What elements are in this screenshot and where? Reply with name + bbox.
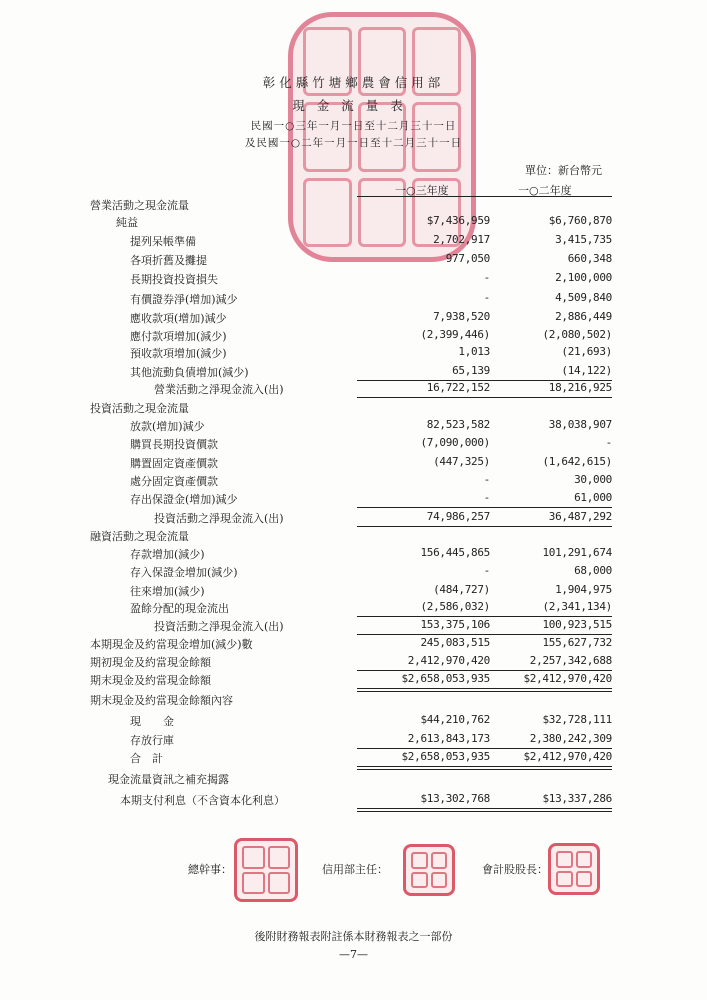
row-value-2013: 4,509,840: [555, 291, 612, 304]
supplement-double-rule-2a: [481, 808, 612, 809]
unit-label: 單位：新台幣元: [525, 164, 602, 177]
row-rule: [481, 616, 612, 617]
signature-label-credit-director: 信用部主任：: [322, 863, 388, 876]
row-label: 有價證券淨(增加)減少: [130, 293, 238, 306]
row-value-2013: 660,348: [567, 252, 612, 265]
org-name: 彰化縣竹塘鄉農會信用部: [262, 75, 445, 90]
row-value-2014: -: [483, 491, 490, 504]
row-rule: [481, 688, 612, 689]
row-rule-double: [481, 769, 612, 770]
supplement-value-2013: $13,337,286: [542, 792, 612, 805]
row-value-2013: 30,000: [574, 473, 612, 486]
row-label: 提列呆帳準備: [130, 235, 196, 248]
row-value-2014: 82,523,582: [426, 418, 490, 431]
row-value-2013: 2,380,242,309: [529, 732, 612, 745]
stamp-accounting-chief: [548, 843, 600, 895]
row-label: 融資活動之現金流量: [90, 530, 189, 543]
row-label: 長期投資投資損失: [130, 273, 218, 286]
row-value-2014: 74,986,257: [426, 510, 490, 523]
row-label: 預收款項增加(減少): [130, 347, 227, 360]
row-value-2013: (1,642,615): [542, 455, 612, 468]
row-label: 投資活動之淨現金流入(出): [154, 620, 284, 633]
row-value-2014: (7,090,000): [420, 436, 490, 449]
row-value-2013: 3,415,735: [555, 233, 612, 246]
row-rule: [357, 766, 490, 767]
row-label: 本期現金及約當現金增加(減少)數: [90, 638, 253, 651]
row-value-2014: $44,210,762: [420, 713, 490, 726]
header-rule-2: [481, 196, 612, 197]
row-rule: [357, 526, 490, 527]
row-value-2014: 977,050: [445, 252, 490, 265]
column-header-2013: 一○二年度: [518, 184, 572, 197]
supplement-double-rule-2b: [481, 811, 612, 812]
row-label: 往來增加(減少): [130, 585, 205, 598]
row-label: 存款增加(減少): [130, 548, 205, 561]
row-rule: [357, 634, 490, 635]
row-value-2014: -: [483, 271, 490, 284]
row-value-2013: (14,122): [561, 364, 612, 377]
row-label: 期末現金及約當現金餘額: [90, 674, 211, 687]
row-label: 各項折舊及攤提: [130, 254, 207, 267]
row-value-2014: -: [483, 473, 490, 486]
row-value-2014: 65,139: [452, 364, 490, 377]
row-value-2014: 156,445,865: [420, 546, 490, 559]
page-number: —7—: [339, 948, 368, 961]
row-value-2013: $2,412,970,420: [523, 672, 612, 685]
period-line-1: 民國一○三年一月一日至十二月三十一日: [250, 120, 457, 132]
row-label: 投資活動之淨現金流入(出): [154, 512, 284, 525]
row-label: 合 計: [130, 752, 163, 765]
row-value-2013: 2,257,342,688: [529, 654, 612, 667]
row-label: 購買長期投資價款: [130, 438, 218, 451]
row-value-2013: 2,100,000: [555, 271, 612, 284]
row-rule: [357, 670, 490, 671]
row-value-2014: 153,375,106: [420, 618, 490, 631]
row-value-2013: 18,216,925: [548, 381, 612, 394]
row-label: 存出保證金(增加)減少: [130, 493, 238, 506]
row-value-2013: $2,412,970,420: [523, 750, 612, 763]
supplement-double-rule-1b: [357, 811, 490, 812]
row-value-2013: 101,291,674: [542, 546, 612, 559]
row-value-2014: (484,727): [433, 583, 490, 596]
row-label: 期初現金及約當現金餘額: [90, 656, 211, 669]
row-label: 純益: [116, 216, 138, 229]
row-label: 其他流動負債增加(減少): [130, 366, 249, 379]
row-rule: [481, 526, 612, 527]
row-value-2013: 100,923,515: [542, 618, 612, 631]
row-value-2013: 1,904,975: [555, 583, 612, 596]
row-value-2014: 2,412,970,420: [407, 654, 490, 667]
row-label: 營業活動之淨現金流入(出): [154, 383, 284, 396]
row-label: 投資活動之現金流量: [90, 402, 189, 415]
row-value-2013: 155,627,732: [542, 636, 612, 649]
footer-note: 後附財務報表附註係本財務報表之一部份: [254, 930, 453, 943]
row-value-2014: $7,436,959: [426, 214, 490, 227]
row-label: 放款(增加)減少: [130, 420, 205, 433]
row-rule: [357, 748, 490, 749]
row-value-2013: (2,080,502): [542, 328, 612, 341]
signature-label-accounting-chief: 會計股股長：: [482, 863, 548, 876]
row-label: 盈餘分配的現金流出: [130, 602, 229, 615]
stamp-credit-director: [403, 844, 455, 896]
row-value-2014: (2,586,032): [420, 600, 490, 613]
row-rule: [481, 397, 612, 398]
row-value-2013: 68,000: [574, 564, 612, 577]
supplement-double-rule-1a: [357, 808, 490, 809]
row-value-2014: 2,702,917: [433, 233, 490, 246]
stamp-general-manager: [234, 838, 298, 902]
signature-label-general-manager: 總幹事：: [188, 863, 232, 876]
row-rule-double: [357, 769, 490, 770]
row-value-2014: $2,658,053,935: [401, 672, 490, 685]
row-value-2013: $32,728,111: [542, 713, 612, 726]
row-label: 購置固定資產價款: [130, 457, 218, 470]
row-rule: [357, 507, 490, 508]
row-label: 存入保證金增加(減少): [130, 566, 238, 579]
row-value-2014: 7,938,520: [433, 310, 490, 323]
row-rule: [481, 507, 612, 508]
row-label: 應付款項增加(減少): [130, 330, 227, 343]
row-value-2013: (2,341,134): [542, 600, 612, 613]
row-label: 處分固定資產價款: [130, 475, 218, 488]
row-label: 存放行庫: [130, 734, 174, 747]
row-value-2014: -: [483, 291, 490, 304]
row-rule: [481, 748, 612, 749]
row-label: 期末現金及約當現金餘額內容: [90, 694, 233, 707]
row-value-2014: (2,399,446): [420, 328, 490, 341]
row-value-2013: 2,886,449: [555, 310, 612, 323]
row-value-2013: 61,000: [574, 491, 612, 504]
supplement-value-2014: $13,302,768: [420, 792, 490, 805]
report-title: 現金流量表: [292, 98, 415, 113]
supplement-label: 本期支付利息（不含資本化利息）: [120, 794, 285, 807]
row-rule: [357, 688, 490, 689]
row-value-2014: 245,083,515: [420, 636, 490, 649]
row-label: 應收款項(增加)減少: [130, 312, 227, 325]
row-value-2014: 16,722,152: [426, 381, 490, 394]
row-rule-double: [481, 691, 612, 692]
column-header-2014: 一○三年度: [395, 184, 449, 197]
row-value-2013: -: [605, 436, 612, 449]
row-rule: [481, 766, 612, 767]
row-label: 現 金: [130, 715, 174, 728]
row-value-2014: $2,658,053,935: [401, 750, 490, 763]
row-value-2014: -: [483, 564, 490, 577]
row-rule: [357, 616, 490, 617]
row-value-2013: (21,693): [561, 345, 612, 358]
row-value-2014: 1,013: [458, 345, 490, 358]
row-rule: [481, 634, 612, 635]
row-rule: [481, 670, 612, 671]
row-value-2013: 38,038,907: [548, 418, 612, 431]
supplement-heading: 現金流量資訊之補充揭露: [108, 773, 229, 786]
row-label: 營業活動之現金流量: [90, 199, 189, 212]
row-value-2013: 36,487,292: [548, 510, 612, 523]
row-value-2014: 2,613,843,173: [407, 732, 490, 745]
row-rule: [357, 397, 490, 398]
row-rule-double: [357, 691, 490, 692]
row-value-2013: $6,760,870: [548, 214, 612, 227]
row-value-2014: (447,325): [433, 455, 490, 468]
header-rule-1: [357, 196, 490, 197]
period-line-2: 及民國一○二年一月一日至十二月三十一日: [244, 137, 463, 149]
